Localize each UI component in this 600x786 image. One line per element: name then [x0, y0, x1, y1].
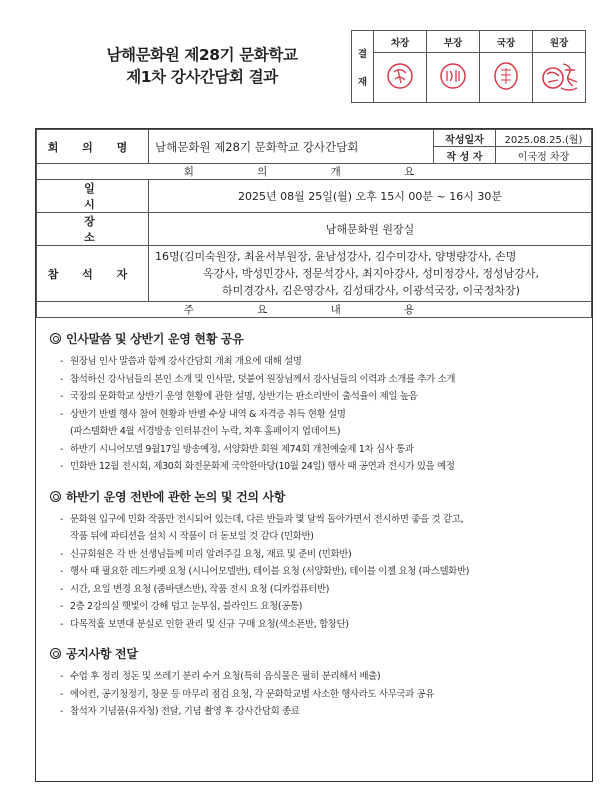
approval-box — [351, 30, 586, 103]
list-item: - 참석자 기념품(유자청) 전달, 기념 촬영 후 강사간담회 종료 — [60, 703, 582, 721]
date-written-value: 2025.08.25.(월) — [496, 130, 592, 147]
main-content-band: 주 요 내 용 — [37, 302, 592, 318]
place-value: 남해문화원 원장실 — [149, 213, 592, 246]
signature-stamp-2 — [438, 61, 468, 91]
minutes-sheet — [35, 128, 593, 782]
list-item: - 시간, 요일 변경 요청 (줌바댄스반), 작품 전시 요청 (디카컴퓨터반) — [60, 581, 582, 599]
section-items — [60, 668, 582, 721]
section-title — [50, 330, 582, 347]
list-item: - 원장님 인사 말씀과 함께 강사간담회 개최 개요에 대해 설명 — [60, 353, 582, 371]
approval-label-bottom: 재 — [357, 76, 368, 88]
bullseye-icon — [50, 333, 61, 344]
section-1 — [50, 330, 582, 476]
signature-stamp-1 — [385, 61, 415, 91]
approval-side-label — [352, 31, 374, 103]
attendees-label: 참 석 자 — [37, 246, 149, 302]
signature-cell-2 — [427, 53, 480, 103]
list-item: - 수업 후 정리 정돈 및 쓰레기 분리 수거 요청(특히 음식물은 필히 분리해서 배출) — [60, 668, 582, 686]
list-item: - 국장의 문화학교 상반기 운영 현황에 관한 설명, 상반기는 판소리반이 출석율이 제일 높음 — [60, 388, 582, 406]
title-line-2: 제1차 강사간담회 결과 — [126, 68, 278, 86]
signature-stamp-3 — [491, 60, 521, 92]
signature-cell-1 — [374, 53, 427, 103]
list-item: - 다목적홀 보면대 분실로 인한 관리 및 신규 구매 요청(색소폰반, 합창단) — [60, 616, 582, 634]
section-items — [60, 511, 582, 634]
list-item: (파스텔화반 4월 서경방송 인터뷰건이 누락, 차후 홈페이지 업데이트) — [70, 426, 341, 437]
section-3 — [50, 645, 582, 721]
section-title — [50, 488, 582, 505]
list-item: - 행사 때 필요한 레드카펫 요청 (시니어모델반), 테이블 요청 (서양화반), 테이블 이젤 요청 (파스텔화반) — [60, 563, 582, 581]
list-item: 작품 뒤에 파티션을 설치 시 작품이 더 돋보일 것 같다 (민화반) — [70, 531, 314, 542]
place-label: 장 소 — [37, 213, 149, 246]
signature-cell-3 — [480, 53, 533, 103]
bullseye-icon — [50, 491, 61, 502]
signature-cell-4 — [533, 53, 586, 103]
list-item: - 신규회원은 각 반 선생님들께 미리 알려주길 요청, 재료 및 준비 (민화반) — [60, 546, 582, 564]
section-title — [50, 645, 582, 662]
section-title-text: 공지사항 전달 — [66, 647, 138, 661]
approval-role-4: 원장 — [533, 31, 586, 53]
list-item: - 문화원 입구에 민화 작품만 전시되어 있는데, 다른 반들과 몇 달씩 돌아가면서 전시하면 좋을 것 같고, — [60, 511, 582, 529]
list-item: - 하반기 시니어모델 9월17일 방송예정, 서양화반 회원 제74회 개천예술제 1차 심사 통과 — [60, 441, 582, 459]
list-item: - 2층 2강의실 햇빛이 강해 덥고 눈부심, 블라인드 요청(공통) — [60, 598, 582, 616]
author-value: 이국정 차장 — [496, 147, 592, 164]
date-written-label: 작성일자 — [434, 130, 496, 147]
attendees-line-3: 하미경강사, 김은영강사, 김성태강사, 이광석국장, 이국정차장) — [222, 284, 520, 297]
section-2 — [50, 488, 582, 634]
datetime-label: 일 시 — [37, 180, 149, 213]
bullseye-icon — [50, 648, 61, 659]
approval-role-2: 부장 — [427, 31, 480, 53]
datetime-value: 2025년 08월 25일(월) 오후 15시 00분 ~ 16시 30분 — [149, 180, 592, 213]
approval-role-1: 차장 — [374, 31, 427, 53]
overview-band: 회 의 개 요 — [37, 164, 592, 180]
attendees-value — [149, 246, 592, 302]
signature-mark-4 — [539, 56, 579, 96]
document-title — [72, 44, 332, 88]
content-sections — [36, 318, 592, 721]
section-title-text: 하반기 운영 전반에 관한 논의 및 건의 사항 — [66, 489, 286, 504]
attendees-line-2: 옥강사, 박성민강사, 정문석강사, 최지아강사, 성미정강사, 정성남강사, — [203, 267, 539, 280]
meeting-info-table — [36, 129, 592, 318]
list-item: - 민화반 12월 전시회, 제30회 화전문화제 국악한마당(10월 24일) 행사 때 공연과 전시가 있을 예정 — [60, 458, 582, 476]
list-item: - 참석하신 강사님들의 본인 소개 및 인사말, 덧붙여 원장님께서 강사님들의 이력과 소개를 추가 소개 — [60, 371, 582, 389]
section-items — [60, 353, 582, 476]
meeting-name-value: 남해문화원 제28기 문화학교 강사간담회 — [149, 130, 434, 164]
approval-label-top: 결 — [357, 48, 368, 60]
meeting-name-label: 회 의 명 — [37, 130, 149, 164]
attendees-line-1: 16명(김미숙원장, 최윤서부원장, 윤남성강사, 김수미강사, 양병량강사, 손명 — [155, 250, 517, 263]
approval-role-3: 국장 — [480, 31, 533, 53]
author-label: 작 성 자 — [434, 147, 496, 164]
list-item: - 상반기 반별 행사 참여 현황과 반별 수상 내역 & 자격증 취득 현황 설명 — [60, 406, 582, 424]
list-item: - 에어컨, 공기청정기, 창문 등 마무리 점검 요청, 각 문화학교별 사소한 행사라도 사무국과 공유 — [60, 686, 582, 704]
section-title-text: 인사말씀 및 상반기 운영 현황 공유 — [66, 332, 244, 346]
title-line-1: 남해문화원 제28기 문화학교 — [106, 46, 298, 64]
